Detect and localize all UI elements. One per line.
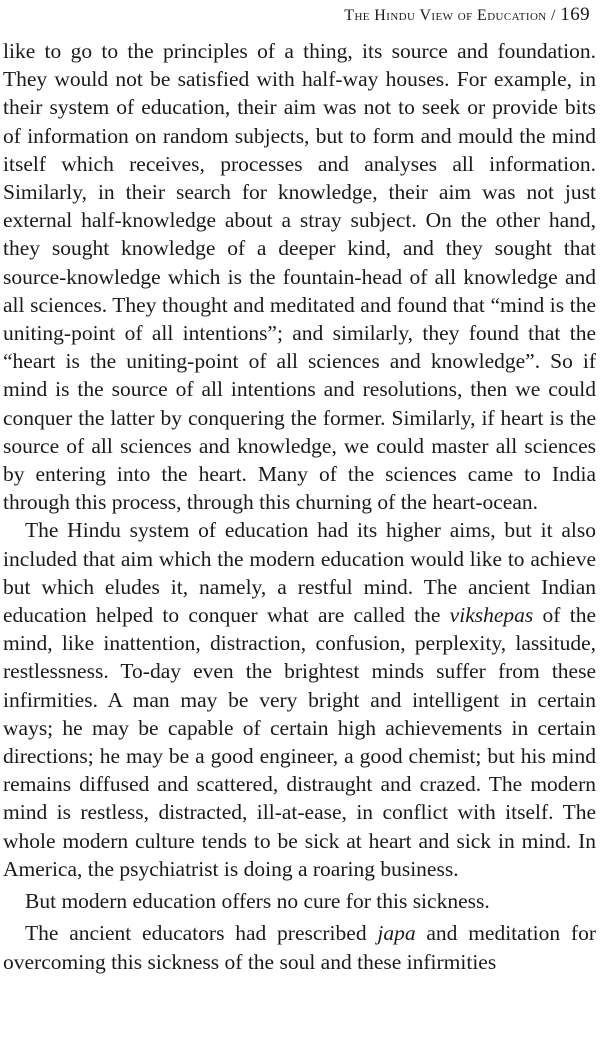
- paragraph-2: [3, 516, 596, 883]
- paragraph-4-part-1: The ancient educators had prescribed: [25, 921, 378, 946]
- term-japa: japa: [377, 921, 416, 946]
- body-text: [3, 37, 596, 976]
- header-separator: /: [546, 7, 561, 24]
- paragraph-4-part-2: and meditation for overcoming this sickness of the soul and these infirmities: [3, 921, 596, 974]
- paragraph-4: [3, 919, 596, 975]
- paragraph-2-part-1: The Hindu system of education had its higher aims, but it also included that aim which the modern education would like to achieve but which eludes it, namely, a restful mind. The ancient Indian education helped to conquer what are called the: [3, 518, 596, 628]
- page-number: 169: [560, 4, 590, 25]
- term-vikshepas: vikshepas: [449, 603, 534, 628]
- paragraph-2-part-2: of the mind, like inattention, distraction, confusion, perplexity, lassitude, restlessness. To-day even the brightest minds suffer from these infirmities. A man may be very bright and intelligent in certain ways; he may be capable of certain high achievements in certain directions; he may be a good engineer, a good chemist; but his mind remains diffused and scattered, distraught and crazed. The modern mind is restless, distracted, ill-at-ease, in conflict with itself. The whole modern culture tends to be sick at heart and sick in mind. In America, the psychiatrist is doing a roaring business.: [3, 603, 596, 881]
- running-header: [344, 4, 590, 26]
- paragraph-1: like to go to the principles of a thing, its source and foundation. They would not be satisfied with half-way houses. For example, in their system of education, their aim was not to seek or provide bits of information on random subjects, but to form and mould the mind itself which receives, processes and analyses all information. Similarly, in their search for knowledge, their aim was not just external half-knowledge about a stray subject. On the other hand, they sought knowledge of a deeper kind, and they sought that source-knowledge which is the fountain-head of all knowledge and all sciences. They thought and meditated and found that “mind is the uniting-point of all intentions”; and similarly, they found that the “heart is the uniting-point of all sciences and knowledge”. So if mind is the source of all intentions and resolutions, then we could conquer the latter by conquering the former. Similarly, if heart is the source of all sciences and knowledge, we could master all sciences by entering into the heart. Many of the sciences came to India through this process, through this churning of the heart-ocean.: [3, 39, 596, 515]
- running-title: The Hindu View of Education: [344, 7, 547, 24]
- paragraph-3: But modern education offers no cure for this sickness.: [25, 889, 490, 914]
